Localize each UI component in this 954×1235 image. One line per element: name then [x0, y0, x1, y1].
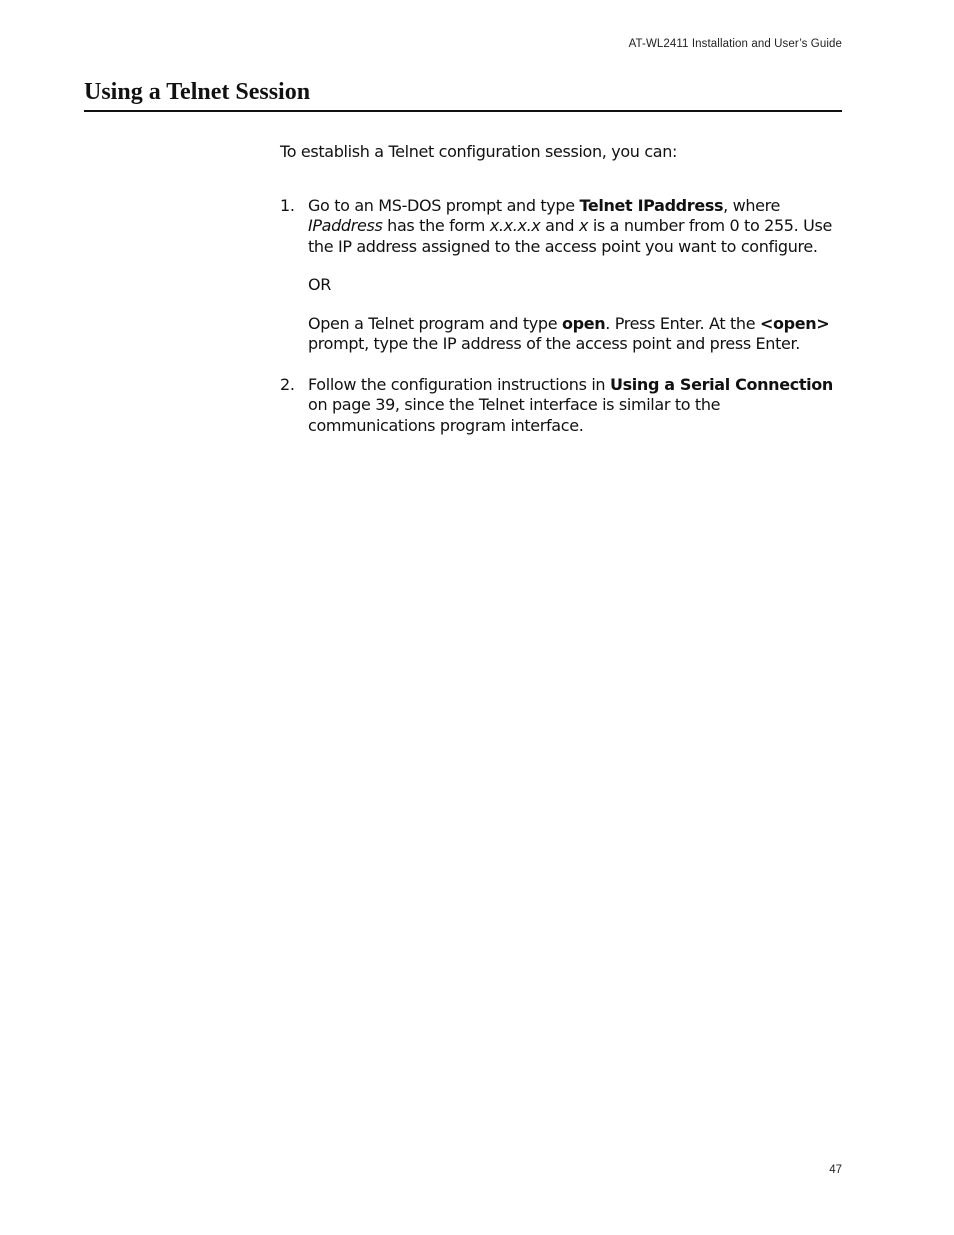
command-telnet: Telnet IPaddress	[579, 195, 724, 215]
command-open: open	[561, 313, 606, 333]
term-address-form: x.x.x.x	[489, 216, 541, 235]
text-run: prompt, type the IP address of the access point and press Enter.	[308, 334, 801, 353]
steps-list	[280, 196, 845, 437]
step-number: 2.	[280, 374, 295, 394]
section-title: Using a Telnet Session	[84, 78, 842, 112]
text-run: Go to an MS-DOS prompt and type	[308, 195, 580, 215]
step-1-paragraph-1	[308, 196, 845, 258]
text-run: Follow the configuration instructions in	[308, 374, 610, 394]
running-header: AT-WL2411 Installation and User’s Guide	[628, 38, 842, 50]
step-1-or: OR	[308, 275, 332, 294]
page-number: 47	[829, 1164, 842, 1176]
text-run: and	[540, 216, 579, 235]
step-2	[280, 375, 845, 437]
step-1	[280, 196, 845, 355]
step-1-paragraph-2	[308, 314, 845, 355]
step-2-paragraph-1	[308, 375, 845, 437]
text-run: , where	[723, 195, 781, 215]
step-number: 1.	[280, 195, 295, 215]
term-ipaddress: IPaddress	[308, 216, 383, 235]
text-run: has the form	[382, 216, 490, 235]
prompt-open: <open>	[759, 313, 830, 333]
text-run: . Press Enter. At the	[605, 313, 760, 333]
text-run: Open a Telnet program and type	[308, 313, 562, 333]
body-content	[280, 142, 845, 456]
intro-paragraph: To establish a Telnet configuration session, you can:	[280, 142, 678, 161]
cross-reference-serial-connection: Using a Serial Connection	[609, 374, 833, 394]
text-run: on page 39, since the Telnet interface is similar to the communications program interface.	[308, 395, 721, 435]
term-x: x	[578, 216, 589, 235]
text-run: is a number from 0 to 255. Use the IP address assigned to the access point you want to configure.	[308, 216, 832, 256]
